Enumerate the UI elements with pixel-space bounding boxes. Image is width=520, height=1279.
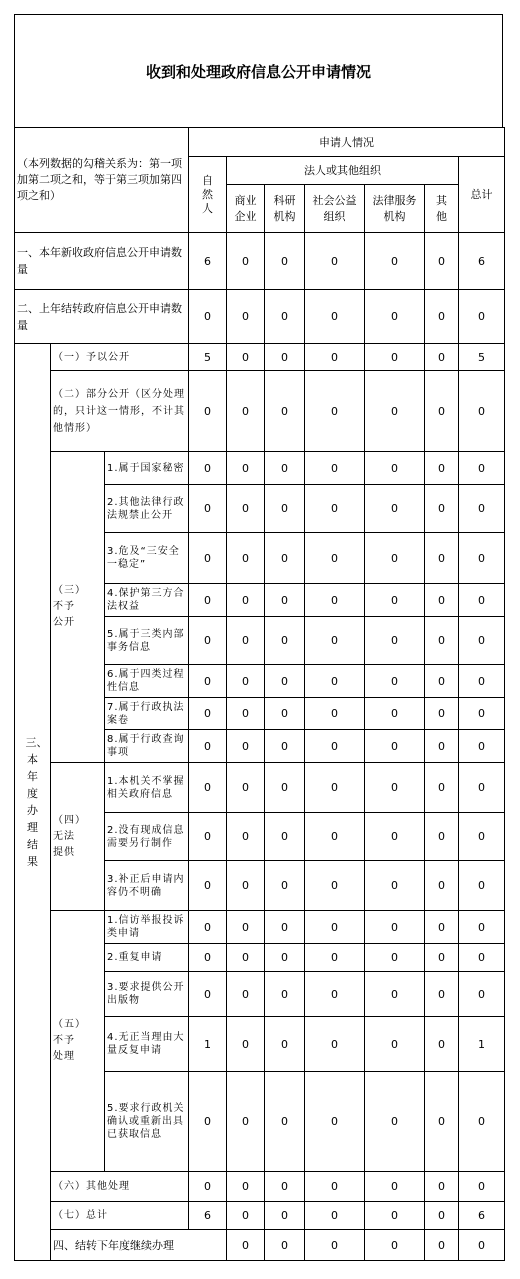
cell: 0 [189,617,227,665]
cell: 0 [365,944,425,972]
cell: 0 [227,665,265,698]
cell: 0 [265,861,305,911]
cell: 0 [459,813,505,861]
cell: 0 [227,813,265,861]
cell: 0 [227,1017,265,1072]
header-note: （本列数据的勾稽关系为：第一项加第二项之和，等于第三项加第四项之和） [15,128,189,233]
cell: 0 [305,344,365,371]
cell: 0 [227,972,265,1017]
cell: 0 [365,1230,425,1261]
cell: 6 [189,1202,227,1230]
cell: 0 [425,698,459,730]
table-row [15,233,505,290]
cell: 0 [425,1172,459,1202]
table-row [15,911,505,944]
header-commercial: 商业企业 [227,185,265,233]
cell: 0 [265,1072,305,1172]
cell: 0 [365,1202,425,1230]
cell: 0 [459,861,505,911]
cell: 0 [265,290,305,344]
cell: 0 [189,730,227,763]
cell: 0 [265,1230,305,1261]
cell: 0 [425,452,459,485]
cell: 0 [265,584,305,617]
group-label: （五）不予处理 [51,911,105,1172]
cell: 0 [305,452,365,485]
cell: 0 [459,763,505,813]
cell: 0 [265,665,305,698]
cell: 0 [425,1017,459,1072]
row-label: 二、上年结转政府信息公开申请数量 [15,290,189,344]
cell: 0 [189,944,227,972]
cell: 0 [227,944,265,972]
table-row [15,1172,505,1202]
row-label: 5.要求行政机关确认或重新出具已获取信息 [105,1072,189,1172]
table-row [15,344,505,371]
row-label: 1.本机关不掌握相关政府信息 [105,763,189,813]
cell: 0 [189,861,227,911]
row-label: 7.属于行政执法案卷 [105,698,189,730]
row-label: 5.属于三类内部事务信息 [105,617,189,665]
cell: 0 [425,233,459,290]
cell: 0 [227,1172,265,1202]
cell: 0 [365,533,425,584]
cell: 0 [265,452,305,485]
cell: 0 [425,861,459,911]
cell: 0 [227,371,265,452]
cell: 0 [227,233,265,290]
cell: 0 [265,911,305,944]
cell: 0 [365,1172,425,1202]
header-total: 总计 [459,157,505,233]
cell: 0 [265,763,305,813]
row-label: 一、本年新收政府信息公开申请数量 [15,233,189,290]
cell: 0 [305,290,365,344]
cell: 0 [365,485,425,533]
cell: 0 [265,617,305,665]
cell: 0 [425,1230,459,1261]
cell: 0 [227,1072,265,1172]
row-label: 1.属于国家秘密 [105,452,189,485]
cell: 0 [365,290,425,344]
cell: 0 [425,584,459,617]
cell: 5 [459,344,505,371]
cell: 0 [425,665,459,698]
cell: 0 [265,698,305,730]
cell: 0 [425,1202,459,1230]
cell: 0 [227,911,265,944]
cell: 0 [189,485,227,533]
cell: 0 [459,533,505,584]
row-label: 2.没有现成信息需要另行制作 [105,813,189,861]
cell: 0 [425,763,459,813]
cell: 5 [189,344,227,371]
cell: 0 [365,972,425,1017]
cell: 0 [305,911,365,944]
cell: 0 [425,813,459,861]
row-label: （二）部分公开（区分处理的，只计这一情形，不计其他情形） [51,371,189,452]
cell: 0 [365,452,425,485]
cell: 0 [425,972,459,1017]
cell: 0 [227,698,265,730]
cell: 0 [305,1230,365,1261]
cell: 6 [459,1202,505,1230]
cell: 0 [365,911,425,944]
cell: 0 [459,1172,505,1202]
section3-label: 三、本年度办理结果 [15,344,51,1261]
cell: 0 [425,344,459,371]
table-row [15,763,505,813]
cell: 6 [189,233,227,290]
cell: 0 [459,944,505,972]
cell: 0 [189,972,227,1017]
cell: 0 [189,911,227,944]
cell: 0 [365,584,425,617]
cell: 0 [365,861,425,911]
row-label: 4.无正当理由大量反复申请 [105,1017,189,1072]
cell: 0 [265,944,305,972]
header-applicant: 申请人情况 [189,128,505,157]
cell: 0 [227,763,265,813]
disclosure-table [14,127,505,1261]
cell: 0 [227,861,265,911]
row-label: （七）总计 [51,1202,189,1230]
cell: 0 [227,617,265,665]
cell: 0 [189,665,227,698]
cell: 0 [425,617,459,665]
cell: 6 [459,233,505,290]
row-label: 2.重复申请 [105,944,189,972]
cell: 0 [365,813,425,861]
cell: 0 [305,1072,365,1172]
cell: 0 [459,485,505,533]
cell: 0 [305,861,365,911]
cell: 0 [425,730,459,763]
cell: 0 [305,533,365,584]
cell: 0 [189,371,227,452]
cell: 0 [365,1072,425,1172]
cell: 0 [459,665,505,698]
cell: 0 [365,371,425,452]
cell: 0 [265,813,305,861]
cell: 0 [305,1202,365,1230]
header-legal-group: 法人或其他组织 [227,157,459,185]
header-research: 科研机构 [265,185,305,233]
table-row [15,371,505,452]
cell: 0 [189,584,227,617]
cell: 0 [305,617,365,665]
cell: 0 [425,944,459,972]
cell: 0 [189,698,227,730]
cell: 0 [459,584,505,617]
header-legal-service: 法律服务机构 [365,185,425,233]
group-label: （三）不予公开 [51,452,105,763]
cell: 0 [459,972,505,1017]
table-row [15,1202,505,1230]
cell: 0 [425,911,459,944]
cell: 0 [227,1230,265,1261]
cell: 0 [265,730,305,763]
cell: 0 [459,1230,505,1261]
row-label: 3.补正后申请内容仍不明确 [105,861,189,911]
cell: 0 [265,344,305,371]
row-label: 4.保护第三方合法权益 [105,584,189,617]
cell: 0 [227,344,265,371]
cell: 0 [189,452,227,485]
row-label: 四、结转下年度继续办理 [51,1230,227,1261]
cell: 0 [305,371,365,452]
table-row [15,452,505,485]
cell: 0 [365,763,425,813]
cell: 0 [227,533,265,584]
cell: 0 [227,730,265,763]
cell: 0 [425,533,459,584]
row-label: 8.属于行政查询事项 [105,730,189,763]
cell: 1 [459,1017,505,1072]
cell: 0 [189,763,227,813]
cell: 0 [227,584,265,617]
cell: 0 [305,763,365,813]
table-row [15,1230,505,1261]
header-social: 社会公益组织 [305,185,365,233]
cell: 0 [305,972,365,1017]
cell: 0 [189,1172,227,1202]
cell: 0 [459,730,505,763]
cell: 0 [305,584,365,617]
cell: 0 [305,233,365,290]
cell: 0 [189,1072,227,1172]
cell: 0 [425,371,459,452]
cell: 0 [189,813,227,861]
cell: 0 [425,290,459,344]
cell: 1 [189,1017,227,1072]
row-label: 1.信访举报投诉类申请 [105,911,189,944]
table-row [15,290,505,344]
cell: 0 [265,485,305,533]
cell: 0 [305,665,365,698]
cell: 0 [459,911,505,944]
cell: 0 [227,1202,265,1230]
cell: 0 [459,290,505,344]
cell: 0 [459,371,505,452]
cell: 0 [265,533,305,584]
group-label: （四）无法提供 [51,763,105,911]
row-label: 2.其他法律行政法规禁止公开 [105,485,189,533]
row-label: 3.危及“三安全一稳定” [105,533,189,584]
cell: 0 [459,452,505,485]
cell: 0 [305,698,365,730]
cell: 0 [227,452,265,485]
row-label: 6.属于四类过程性信息 [105,665,189,698]
cell: 0 [425,485,459,533]
cell: 0 [305,944,365,972]
cell: 0 [189,533,227,584]
cell: 0 [459,1072,505,1172]
cell: 0 [305,1172,365,1202]
cell: 0 [365,344,425,371]
cell: 0 [365,617,425,665]
cell: 0 [459,617,505,665]
cell: 0 [365,1017,425,1072]
cell: 0 [265,1172,305,1202]
cell: 0 [265,371,305,452]
row-label: 3.要求提供公开出版物 [105,972,189,1017]
header-natural-person: 自然人 [189,157,227,233]
cell: 0 [365,698,425,730]
cell: 0 [265,1017,305,1072]
cell: 0 [459,698,505,730]
cell: 0 [265,233,305,290]
cell: 0 [265,972,305,1017]
cell: 0 [305,485,365,533]
row-label: （六）其他处理 [51,1172,189,1202]
cell: 0 [305,813,365,861]
cell: 0 [189,290,227,344]
cell: 0 [227,485,265,533]
cell: 0 [305,730,365,763]
cell: 0 [265,1202,305,1230]
cell: 0 [365,233,425,290]
cell: 0 [425,1072,459,1172]
cell: 0 [365,730,425,763]
row-label: （一）予以公开 [51,344,189,371]
cell: 0 [305,1017,365,1072]
header-other: 其他 [425,185,459,233]
table-title: 收到和处理政府信息公开申请情况 [14,14,503,128]
cell: 0 [365,665,425,698]
cell: 0 [227,290,265,344]
